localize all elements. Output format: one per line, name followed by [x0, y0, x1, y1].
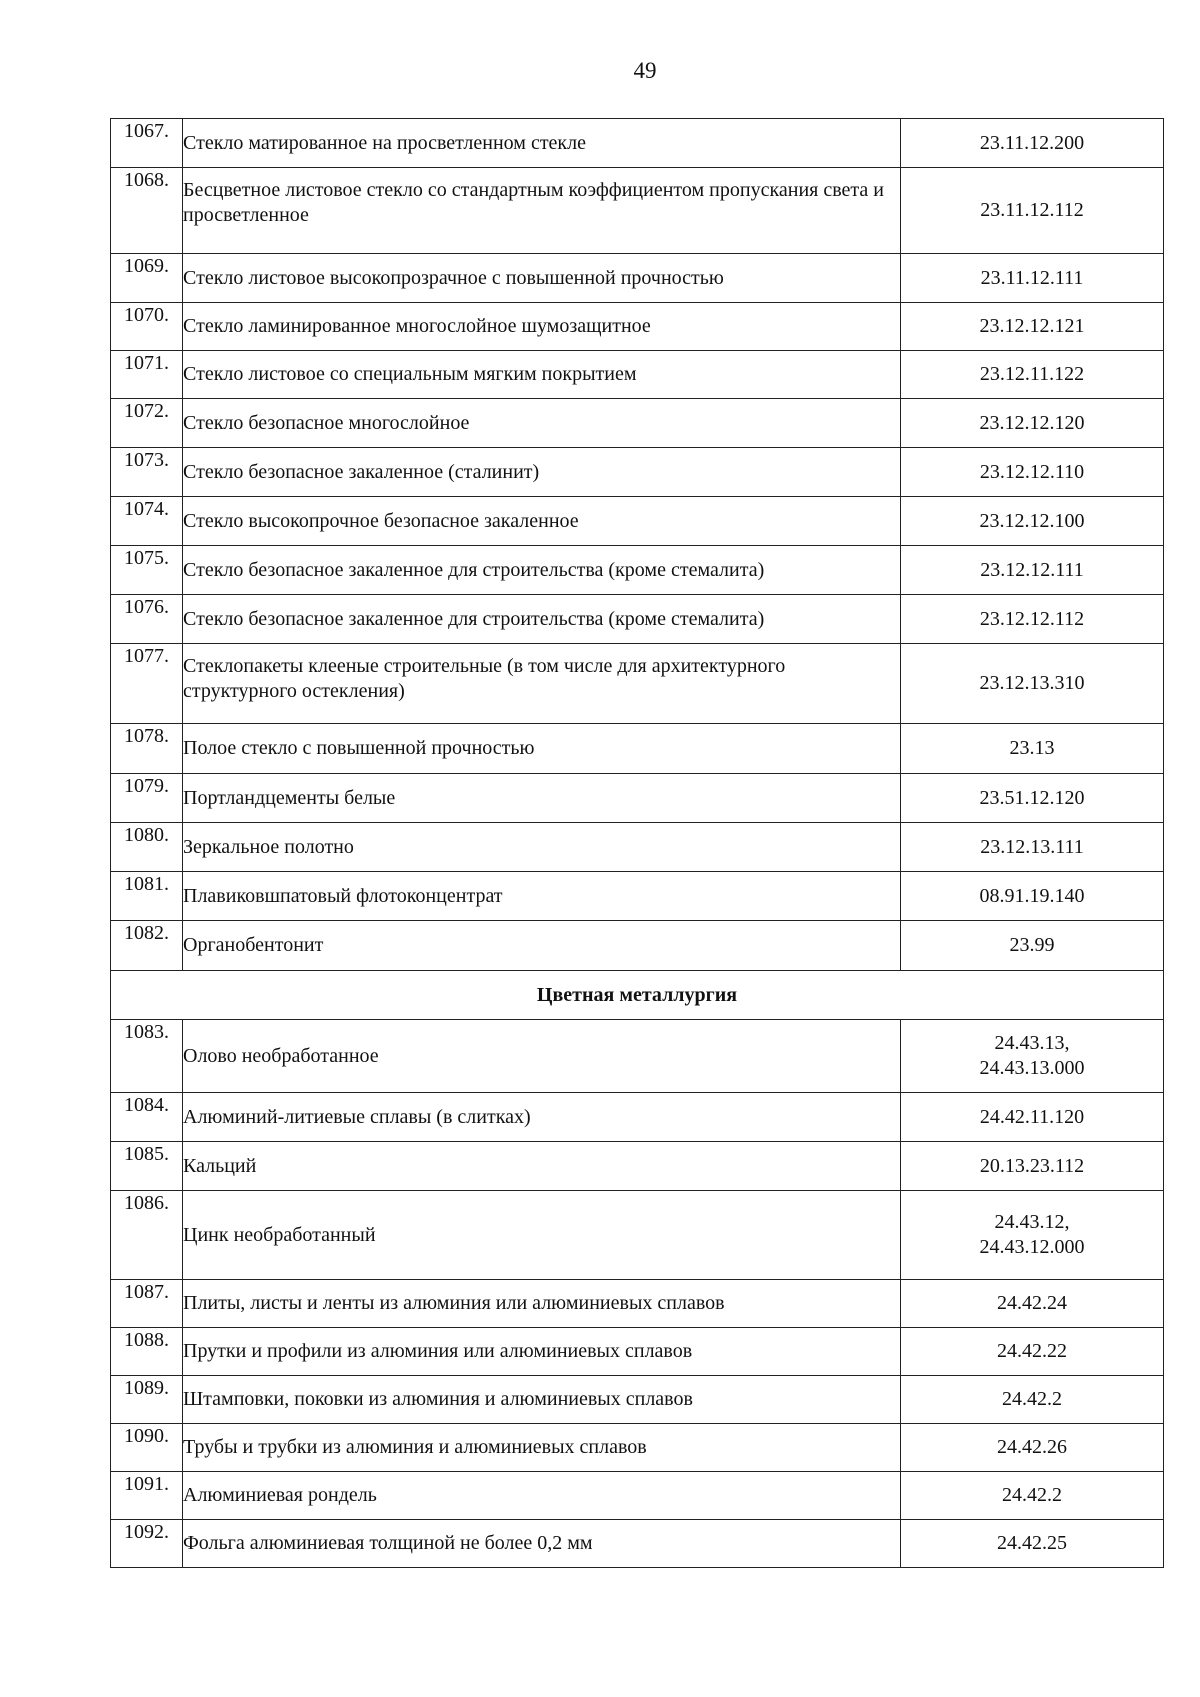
- row-name: Портландцементы белые: [183, 774, 901, 823]
- row-code: 24.42.2: [901, 1472, 1164, 1520]
- row-code: 23.12.12.110: [901, 448, 1164, 497]
- row-name: Стекло ламинированное многослойное шумозащитное: [183, 303, 901, 351]
- row-number: 1076.: [111, 595, 183, 644]
- table-row: [111, 497, 1164, 546]
- table-row: [111, 724, 1164, 774]
- table-row: [111, 872, 1164, 921]
- row-name: Зеркальное полотно: [183, 823, 901, 872]
- row-name: Прутки и профили из алюминия или алюминиевых сплавов: [183, 1328, 901, 1376]
- row-number: 1086.: [111, 1191, 183, 1280]
- row-number: 1082.: [111, 921, 183, 971]
- page-number: 49: [633, 58, 657, 83]
- section-title: Цветная металлургия: [111, 971, 1164, 1020]
- row-name: Органобентонит: [183, 921, 901, 971]
- row-code: 20.13.23.112: [901, 1142, 1164, 1191]
- row-name: Стекло безопасное многослойное: [183, 399, 901, 448]
- row-name: Плавиковшпатовый флотоконцентрат: [183, 872, 901, 921]
- row-code: 23.11.12.111: [901, 254, 1164, 303]
- table-row: [111, 1142, 1164, 1191]
- table-row: [111, 1376, 1164, 1424]
- row-name: Бесцветное листовое стекло со стандартным коэффициентом пропускания света и просветленное: [183, 168, 901, 254]
- table-row: [111, 823, 1164, 872]
- row-code: 23.99: [901, 921, 1164, 971]
- table-row: [111, 351, 1164, 399]
- row-number: 1090.: [111, 1424, 183, 1472]
- table-row: [111, 1020, 1164, 1093]
- row-code-line: 24.43.12,: [994, 1211, 1070, 1233]
- table-row: [111, 399, 1164, 448]
- row-name: Стекло безопасное закаленное для строительства (кроме стемалита): [183, 595, 901, 644]
- row-code: 23.12.12.120: [901, 399, 1164, 448]
- row-code: 23.12.12.100: [901, 497, 1164, 546]
- row-code: 24.42.22: [901, 1328, 1164, 1376]
- table-row: [111, 1520, 1164, 1568]
- row-code-line: 24.43.12.000: [979, 1236, 1085, 1258]
- row-code: 08.91.19.140: [901, 872, 1164, 921]
- row-name: Алюминий-литиевые сплавы (в слитках): [183, 1093, 901, 1142]
- row-name: Стекло безопасное закаленное (сталинит): [183, 448, 901, 497]
- row-name: Стекло матированное на просветленном стекле: [183, 119, 901, 168]
- row-code: 23.12.11.122: [901, 351, 1164, 399]
- row-number: 1073.: [111, 448, 183, 497]
- row-number: 1085.: [111, 1142, 183, 1191]
- table-row: [111, 303, 1164, 351]
- row-code: 23.11.12.112: [901, 168, 1164, 254]
- row-code: [901, 1191, 1164, 1280]
- table-row: [111, 595, 1164, 644]
- row-number: 1075.: [111, 546, 183, 595]
- row-code: 24.42.25: [901, 1520, 1164, 1568]
- row-name: Фольга алюминиевая толщиной не более 0,2 мм: [183, 1520, 901, 1568]
- table-row: [111, 1280, 1164, 1328]
- row-number: 1071.: [111, 351, 183, 399]
- row-code: 23.12.12.111: [901, 546, 1164, 595]
- row-number: 1092.: [111, 1520, 183, 1568]
- row-number: 1070.: [111, 303, 183, 351]
- row-name: Плиты, листы и ленты из алюминия или алюминиевых сплавов: [183, 1280, 901, 1328]
- table-row: [111, 254, 1164, 303]
- table-row: [111, 1328, 1164, 1376]
- row-number: 1083.: [111, 1020, 183, 1093]
- row-code: 24.42.24: [901, 1280, 1164, 1328]
- row-name: Олово необработанное: [183, 1020, 901, 1093]
- row-code: 24.42.2: [901, 1376, 1164, 1424]
- row-number: 1078.: [111, 724, 183, 774]
- row-number: 1089.: [111, 1376, 183, 1424]
- row-code: 23.51.12.120: [901, 774, 1164, 823]
- row-code: 23.11.12.200: [901, 119, 1164, 168]
- row-name: Трубы и трубки из алюминия и алюминиевых сплавов: [183, 1424, 901, 1472]
- row-code: 23.13: [901, 724, 1164, 774]
- table-row: [111, 448, 1164, 497]
- row-code: 23.12.12.121: [901, 303, 1164, 351]
- row-name: Штамповки, поковки из алюминия и алюминиевых сплавов: [183, 1376, 901, 1424]
- row-number: 1068.: [111, 168, 183, 254]
- table-row: [111, 1093, 1164, 1142]
- row-number: 1074.: [111, 497, 183, 546]
- row-name: Цинк необработанный: [183, 1191, 901, 1280]
- row-name: Стекло листовое со специальным мягким покрытием: [183, 351, 901, 399]
- row-code: 23.12.13.111: [901, 823, 1164, 872]
- row-name: Алюминиевая рондель: [183, 1472, 901, 1520]
- table-row: [111, 774, 1164, 823]
- row-name: Стеклопакеты клееные строительные (в том числе для архитектурного структурного остекления): [183, 644, 901, 724]
- row-number: 1087.: [111, 1280, 183, 1328]
- row-code: 23.12.13.310: [901, 644, 1164, 724]
- row-code-line: 24.43.13,: [994, 1032, 1070, 1054]
- row-code: 24.42.26: [901, 1424, 1164, 1472]
- row-number: 1067.: [111, 119, 183, 168]
- row-number: 1069.: [111, 254, 183, 303]
- row-number: 1081.: [111, 872, 183, 921]
- table-row: [111, 1191, 1164, 1280]
- row-number: 1091.: [111, 1472, 183, 1520]
- table-row: [111, 644, 1164, 724]
- row-code: 23.12.12.112: [901, 595, 1164, 644]
- product-table: [110, 118, 1164, 1568]
- table-row: [111, 921, 1164, 971]
- row-name: Стекло безопасное закаленное для строительства (кроме стемалита): [183, 546, 901, 595]
- row-code-line: 24.43.13.000: [979, 1057, 1085, 1079]
- row-code: 24.42.11.120: [901, 1093, 1164, 1142]
- row-number: 1080.: [111, 823, 183, 872]
- table-row: [111, 168, 1164, 254]
- table-row: [111, 546, 1164, 595]
- row-number: 1088.: [111, 1328, 183, 1376]
- row-name: Полое стекло с повышенной прочностью: [183, 724, 901, 774]
- row-name: Стекло листовое высокопрозрачное с повышенной прочностью: [183, 254, 901, 303]
- row-name: Стекло высокопрочное безопасное закаленное: [183, 497, 901, 546]
- row-number: 1079.: [111, 774, 183, 823]
- row-number: 1072.: [111, 399, 183, 448]
- row-number: 1084.: [111, 1093, 183, 1142]
- table-row: [111, 1472, 1164, 1520]
- section-row: [111, 971, 1164, 1020]
- table-row: [111, 1424, 1164, 1472]
- row-name: Кальций: [183, 1142, 901, 1191]
- row-number: 1077.: [111, 644, 183, 724]
- table-row: [111, 119, 1164, 168]
- row-code: [901, 1020, 1164, 1093]
